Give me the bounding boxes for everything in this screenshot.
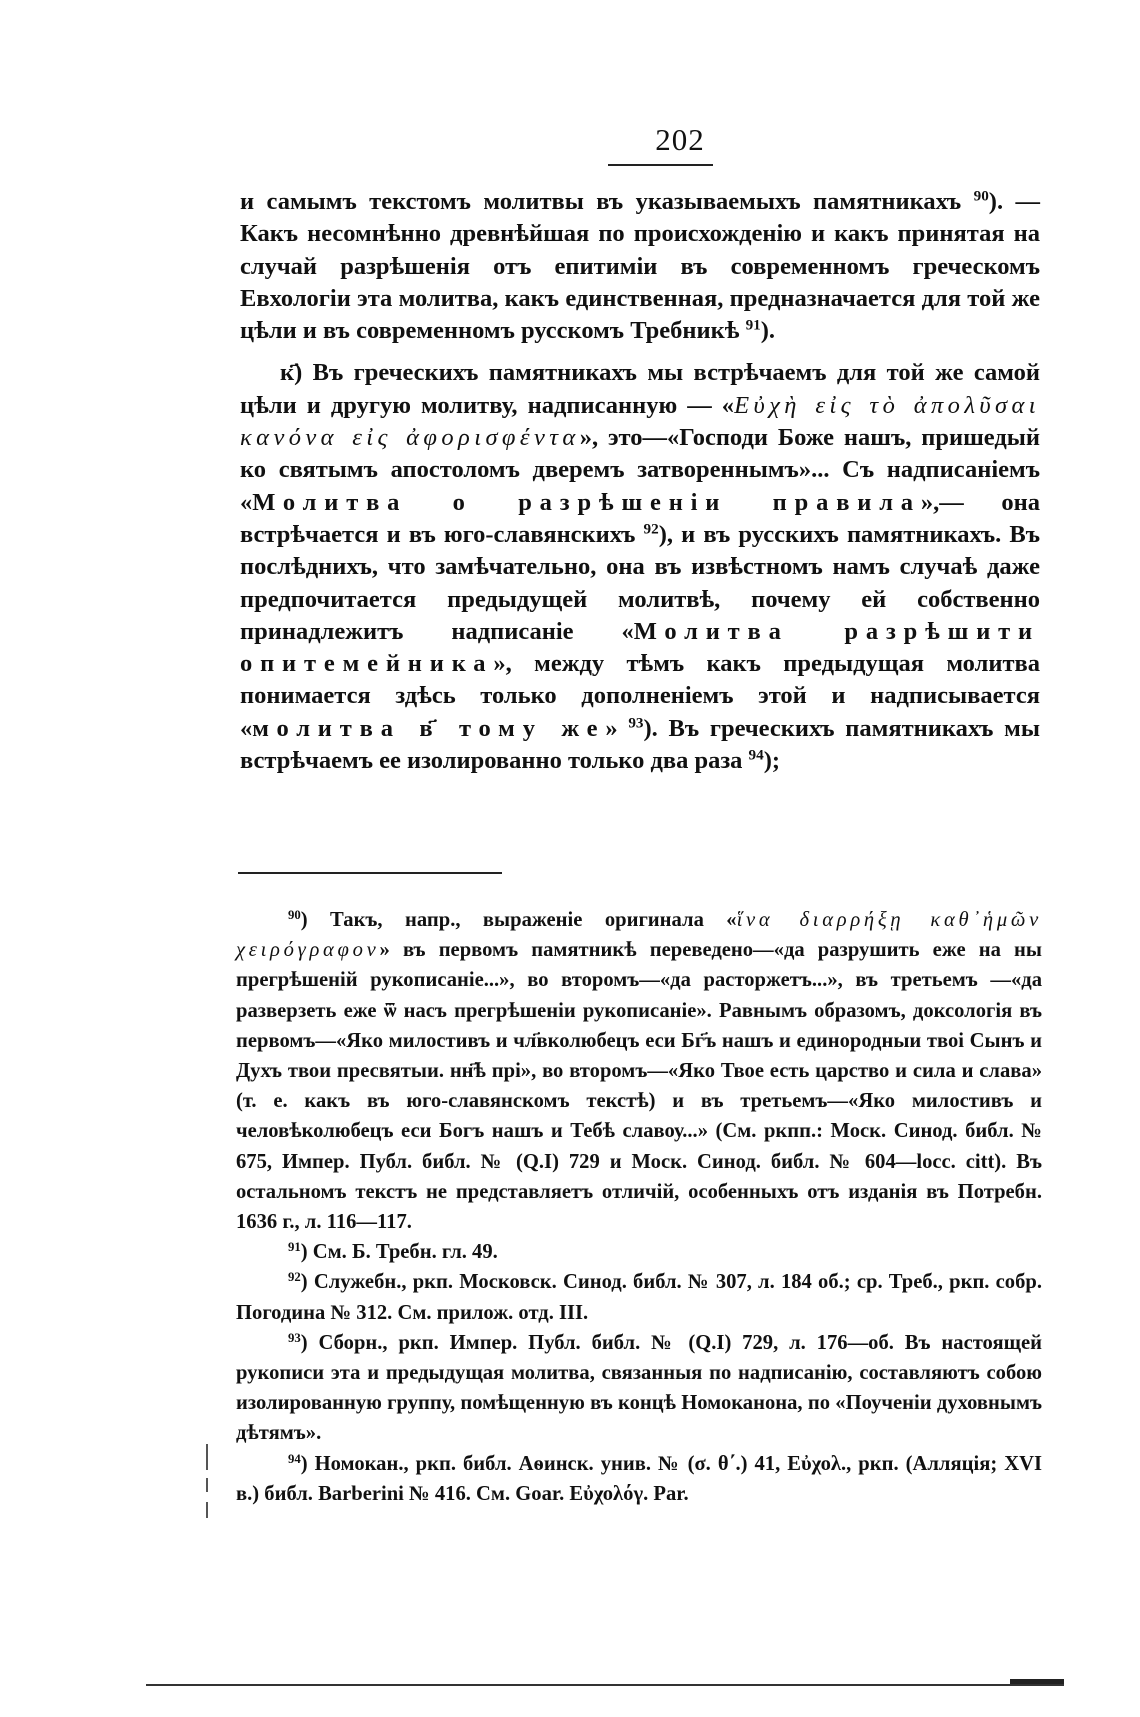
- prayer-title-3: молитва в҃ тому же: [252, 714, 606, 742]
- footnote-ref-91[interactable]: 91: [745, 316, 761, 334]
- p2-text-f: »: [605, 714, 629, 742]
- footnote-93-text: ) Сборн., ркп. Импер. Публ. библ. № (Q.I) 729, л. 176—об. Въ настоящей рукописи эта и предыдущая молитва, связанныя по надписанію, составляютъ собою изолированную группу, помѣщенную въ концѣ Номоканона, по «Поученіи духовнымъ дѣтямъ».: [236, 1331, 1042, 1445]
- p2-text-a: Въ греческихъ памятникахъ мы встрѣчаемъ для той же самой цѣли и другую молитву, надписанную — «: [240, 359, 1040, 419]
- footnote-92: [236, 1267, 1042, 1327]
- p1-text-a: и самымъ текстомъ молитвы въ указываемыхъ памятникахъ: [240, 188, 974, 215]
- footnote-90-text-b: » въ первомъ памятникѣ переведено—«да разрушить еже на ны прегрѣшеній рукописаніе...», во второмъ—«да расторжетъ...», въ третьемъ —«да разверзеть еже ѿ насъ прегрѣшеніи рукописаніе». Равнымъ образомъ, доксологія въ первомъ—«Яко милостивъ и чл҃вколюбецъ еси Бг҃ъ нашъ и единородныи твоі Сынъ и Духъ твои пресвятыи. нн҃ѣ прі», во второмъ—«Яко Твое есть царство и сила и слава» (т. е. какъ въ юго-славянскомъ текстѣ) и въ третьемъ—«Яко милостивъ и человѣколюбецъ еси Богъ нашъ и Тебѣ славоу...» (См. ркпп.: Моск. Синод. библ. № 675, Импер. Публ. библ. № (Q.I) 729 и Моск. Синод. библ. № 604—locc. citt). Въ остальномъ текстъ не представляетъ отличій, особенныхъ отъ изданія въ Потребн. 1636 г., л. 116—117.: [236, 939, 1042, 1234]
- main-text: [240, 186, 1040, 777]
- p2-text-c: »,— она встрѣчается и въ юго-славянскихъ: [240, 488, 1040, 548]
- footnote-separator: [238, 872, 502, 874]
- footnote-ref-90[interactable]: 90: [973, 187, 989, 205]
- footnote-91: [236, 1237, 1042, 1267]
- scan-bottom-edge: [146, 1684, 1064, 1686]
- footnote-94: [236, 1449, 1042, 1509]
- scan-bottom-mark: [1010, 1679, 1064, 1684]
- p1-text-b: ). —Какъ несомнѣнно древнѣйшая по происхожденію и какъ принятая на случай разрѣшенія отъ епитиміи въ современномъ греческомъ Евхологіи эта молитва, какъ единственная, предназначается для той же цѣли и въ современномъ русскомъ Требникѣ: [240, 188, 1040, 345]
- footnote-93: [236, 1328, 1042, 1449]
- footnote-ref-92[interactable]: 92: [643, 520, 659, 538]
- footnote-number: 91: [288, 1240, 301, 1255]
- paragraph-2: [240, 357, 1040, 777]
- prayer-title-1: Молитва о разрѣшеніи правила: [252, 488, 921, 516]
- footnote-ref-93[interactable]: 93: [628, 714, 644, 732]
- margin-mark: [206, 1478, 208, 1492]
- p1-text-c: ).: [760, 317, 776, 345]
- p2-text-g: ). Въ греческихъ памятникахъ мы встрѣчаемъ ее изолированно только два раза: [240, 714, 1040, 775]
- greek-prayer-title: Εὐχὴ εἰς τὸ ἀπολῦσαι κανόνα εἰς ἀφορισφέντα: [240, 391, 1040, 452]
- footnote-number: 92: [288, 1270, 301, 1285]
- p2-text-e: », между тѣмъ какъ предыдущая молитва понимается здѣсь только дополненіемъ этой и надписывается «: [240, 650, 1040, 742]
- footnote-91-text: ) См. Б. Требн. гл. 49.: [300, 1241, 498, 1264]
- footnote-number: 93: [288, 1330, 301, 1345]
- margin-mark: [206, 1444, 208, 1470]
- p2-text-d: ), и въ русскихъ памятникахъ. Въ послѣднихъ, что замѣчательно, она въ извѣстномъ намъ случаѣ даже предпочитается предыдущей молитвѣ, почему ей собственно принадлежитъ надписаніе «: [240, 520, 1040, 645]
- footnotes: [236, 905, 1042, 1509]
- footnote-90-text-a: ) Такъ, напр., выраженіе оригинала «: [300, 909, 737, 931]
- footnote-number: 90: [288, 907, 301, 922]
- footnote-94-text: ) Номокан., ркп. библ. Аѳинск. унив. № (σ. θ΄.) 41, Εὐχολ., ркп. (Алляція; XVI в.) библ. Barberini № 416. См. Goar. Εὐχολόγ. Par.: [236, 1452, 1042, 1505]
- p2-text-h: );: [763, 747, 781, 775]
- footnote-92-text: ) Служебн., ркп. Московск. Синод. библ. № 307, л. 184 об.; ср. Треб., ркп. собр. Погодина № 312. См. прилож. отд. III.: [236, 1271, 1042, 1324]
- footnote-90-greek: ἵνα διαρρήξῃ καθ᾽ἡμῶν χειρόγραφον: [236, 909, 1042, 962]
- section-marker: к҃): [280, 359, 303, 387]
- paragraph-1: [240, 186, 1040, 347]
- page-number-underline: [608, 164, 713, 166]
- page-number: 202: [655, 122, 705, 157]
- footnote-ref-94[interactable]: 94: [748, 746, 764, 764]
- footnote-90: [236, 905, 1042, 1237]
- footnote-number: 94: [288, 1451, 301, 1466]
- p2-text-b: », это—«Господи Боже нашъ, пришедый ко святымъ апостоломъ дверемъ затвореннымъ»... Съ надписаніемъ «: [240, 424, 1040, 516]
- margin-mark: [206, 1502, 208, 1518]
- prayer-title-2: Молитва разрѣшити опитемейника: [240, 617, 1040, 678]
